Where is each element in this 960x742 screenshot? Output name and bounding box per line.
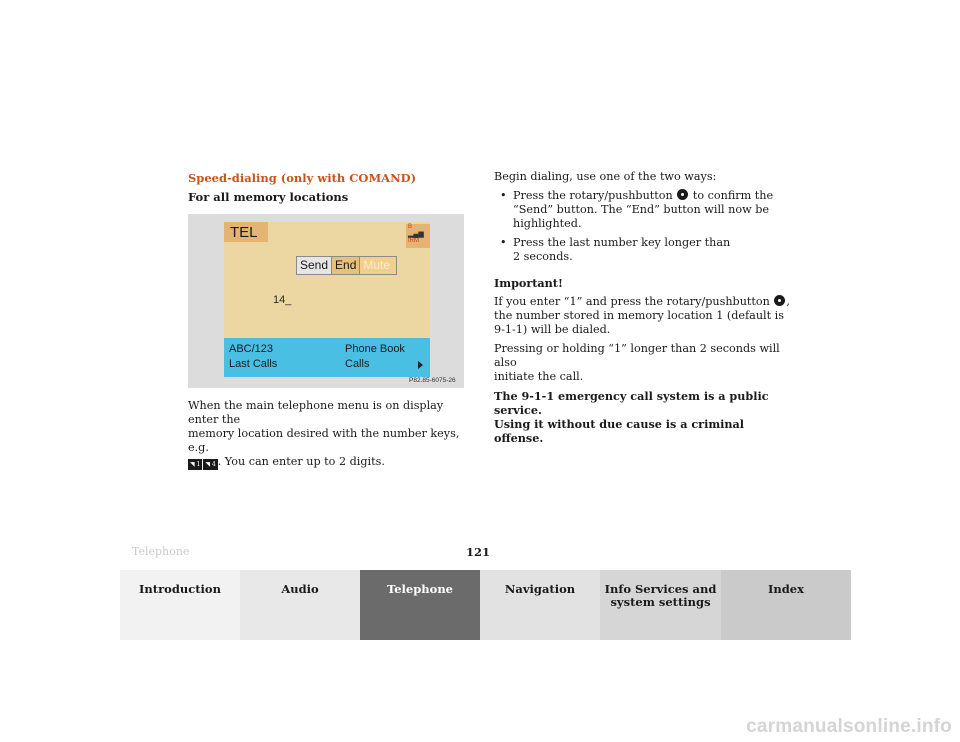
call-button-row bbox=[296, 256, 397, 275]
bullet-text: 2 seconds. bbox=[513, 250, 573, 263]
left-paragraph-line: memory location desired with the number keys, e.g. bbox=[188, 427, 460, 454]
left-paragraph bbox=[188, 399, 468, 470]
bullet-text: “Send” button. The “End” button will now be bbox=[513, 203, 770, 216]
arrow-right-icon bbox=[418, 361, 423, 369]
softkey-last-calls[interactable]: Last Calls bbox=[229, 358, 278, 370]
bullet-item bbox=[494, 236, 794, 264]
tab-introduction[interactable]: Introduction bbox=[120, 570, 240, 640]
paragraph-text: 9-1-1) will be dialed. bbox=[494, 323, 611, 336]
softkey-abc123[interactable]: ABC/123 bbox=[229, 343, 274, 355]
rotary-pushbutton-icon bbox=[774, 295, 785, 306]
bullet-text: Press the rotary/pushbutton bbox=[513, 189, 673, 202]
tab-info-services[interactable]: Info Services and system settings bbox=[600, 570, 721, 640]
signal-bars-icon: ▂▄▆ bbox=[408, 231, 424, 238]
screen-title: TEL bbox=[224, 222, 268, 242]
signal-indicator-icon bbox=[406, 224, 430, 248]
warning-line: The 9-1-1 emergency call system is a public service. bbox=[494, 389, 769, 417]
bullet-text: to confirm the bbox=[692, 189, 774, 202]
send-button[interactable]: Send bbox=[297, 257, 332, 274]
entered-digits: 14_ bbox=[273, 294, 292, 306]
bullet-text: highlighted. bbox=[513, 217, 582, 230]
bullet-item bbox=[494, 189, 794, 231]
paragraph-text: Pressing or holding “1” longer than 2 seconds will also bbox=[494, 342, 780, 369]
left-paragraph-line: . You can enter up to 2 digits. bbox=[217, 455, 385, 468]
signal-label-bottom: IRM bbox=[408, 238, 419, 244]
number-key-4-icon: ◥ 4 bbox=[205, 461, 216, 468]
paragraph-2 bbox=[494, 342, 794, 384]
subheading: For all memory locations bbox=[188, 190, 349, 204]
soft-key-bar bbox=[224, 338, 430, 377]
mute-button[interactable]: Mute bbox=[360, 257, 396, 274]
watermark: carmanualsonline.info bbox=[746, 716, 952, 737]
tab-telephone[interactable]: Telephone bbox=[360, 570, 480, 640]
figure-code: P82.85-6075-26 bbox=[409, 377, 456, 384]
nav-tabs bbox=[120, 570, 851, 640]
softkey-phone-book[interactable]: Phone Book bbox=[345, 343, 405, 355]
softkey-calls[interactable]: Calls bbox=[345, 358, 370, 370]
tab-index[interactable]: Index bbox=[721, 570, 851, 640]
paragraph-text: the number stored in memory location 1 (default is bbox=[494, 309, 784, 322]
paragraph-1 bbox=[494, 295, 794, 337]
section-title: Speed-dialing (only with COMAND) bbox=[188, 171, 417, 185]
right-column bbox=[494, 170, 794, 445]
warning-line: Using it without due cause is a criminal offense. bbox=[494, 417, 745, 445]
tab-navigation[interactable]: Navigation bbox=[480, 570, 600, 640]
important-heading: Important! bbox=[494, 276, 563, 290]
signal-label-top: B bbox=[408, 224, 413, 230]
paragraph-text: initiate the call. bbox=[494, 370, 584, 383]
telephone-screen-illustration bbox=[224, 222, 430, 377]
number-key-1-icon: ◥ 1 bbox=[190, 461, 201, 468]
paragraph-text: If you enter “1” and press the rotary/pushbutton bbox=[494, 295, 770, 308]
section-label: Telephone bbox=[132, 545, 190, 558]
bullet-text: • Press the last number key longer than bbox=[513, 236, 731, 249]
left-paragraph-line: When the main telephone menu is on display enter the bbox=[188, 399, 444, 426]
page-number: 121 bbox=[466, 545, 491, 559]
warning-text bbox=[494, 389, 794, 445]
paragraph-text: , bbox=[786, 295, 790, 308]
rotary-pushbutton-icon bbox=[677, 189, 688, 200]
tab-audio[interactable]: Audio bbox=[240, 570, 360, 640]
end-button[interactable]: End bbox=[332, 257, 360, 274]
intro-text: Begin dialing, use one of the two ways: bbox=[494, 170, 717, 183]
